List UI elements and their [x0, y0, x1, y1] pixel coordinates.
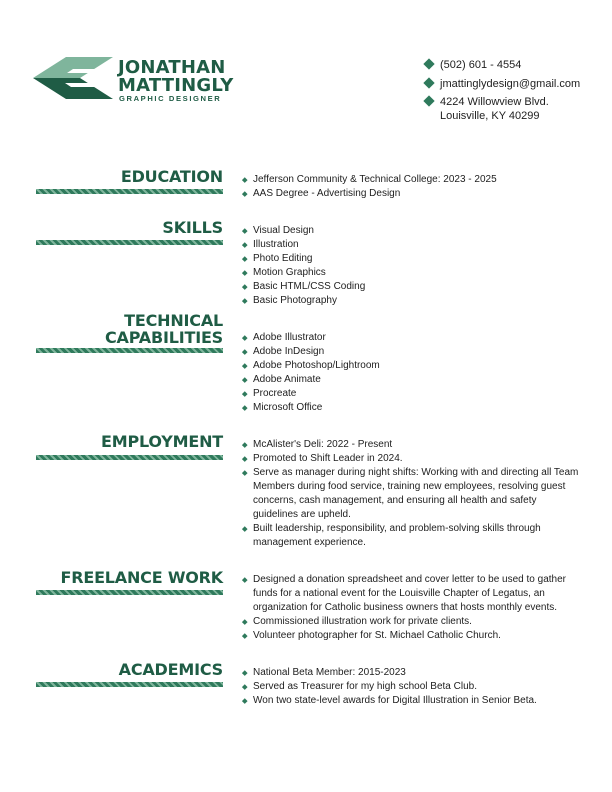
bullet-icon — [242, 633, 247, 638]
employment-list — [242, 438, 582, 550]
bullet-icon — [242, 619, 247, 624]
list-item-text: Volunteer photographer for St. Michael Catholic Church. — [253, 630, 501, 641]
list-item-text: Built leadership, responsibility, and problem-solving skills through management experience. — [253, 523, 541, 548]
list-item-text: AAS Degree - Advertising Design — [253, 188, 401, 199]
list-item — [242, 694, 582, 708]
bullet-icon — [242, 242, 247, 247]
bullet-icon — [242, 270, 247, 275]
list-item — [242, 187, 582, 201]
address-text: 4224 Willowview Blvd. Louisville, KY 40299 — [440, 96, 549, 122]
list-item — [242, 387, 582, 401]
first-name: JONATHAN — [118, 57, 226, 78]
list-item — [242, 373, 582, 387]
list-item — [242, 266, 582, 280]
list-item-text: Served as Treasurer for my high school Beta Club. — [253, 681, 477, 692]
bullet-icon — [242, 349, 247, 354]
list-item — [242, 224, 582, 238]
diamond-stripe-logo-icon — [33, 57, 113, 99]
list-item-text: Won two state-level awards for Digital Illustration in Senior Beta. — [253, 695, 537, 706]
list-item-text: McAlister's Deli: 2022 - Present — [253, 439, 393, 450]
list-item-text: Promoted to Shift Leader in 2024. — [253, 453, 403, 464]
diamond-bullet-icon — [423, 95, 434, 106]
list-item — [242, 666, 582, 680]
list-item — [242, 680, 582, 694]
list-item — [242, 173, 582, 187]
list-item-text: Adobe InDesign — [253, 346, 325, 357]
technical-capabilities-heading: TECHNICAL CAPABILITIES — [105, 311, 223, 347]
list-item-text: Adobe Illustrator — [253, 332, 326, 343]
freelance-heading: FREELANCE WORK — [60, 568, 223, 587]
list-item — [242, 615, 582, 629]
bullet-icon — [242, 526, 247, 531]
bullet-icon — [242, 298, 247, 303]
list-item-text: Microsoft Office — [253, 402, 323, 413]
bullet-icon — [242, 405, 247, 410]
education-heading: EDUCATION — [120, 167, 223, 186]
bullet-icon — [242, 191, 247, 196]
job-title: GRAPHIC DESIGNER — [119, 94, 222, 103]
bullet-icon — [242, 470, 247, 475]
bullet-icon — [242, 670, 247, 675]
academics-heading: ACADEMICS — [118, 660, 223, 679]
list-item — [242, 629, 582, 643]
bullet-icon — [242, 335, 247, 340]
list-item-text: Visual Design — [253, 225, 314, 236]
bullet-icon — [242, 456, 247, 461]
list-item-text: Designed a donation spreadsheet and cover letter to be used to gather funds for a national event for the Louisville Chapter of Legatus, an organization for Catholic business owners that hosts monthly events. — [253, 574, 566, 613]
list-item — [242, 238, 582, 252]
diamond-bullet-icon — [423, 58, 434, 69]
list-item — [242, 345, 582, 359]
employment-heading: EMPLOYMENT — [101, 432, 223, 451]
list-item-text: National Beta Member: 2015-2023 — [253, 667, 406, 678]
section-divider — [36, 455, 223, 460]
list-item — [242, 466, 582, 522]
list-item-text: Illustration — [253, 239, 299, 250]
list-item-text: Basic Photography — [253, 295, 337, 306]
list-item — [242, 280, 582, 294]
freelance-list — [242, 573, 582, 643]
section-divider — [36, 682, 223, 687]
bullet-icon — [242, 177, 247, 182]
email-text: jmattinglydesign@gmail.com — [440, 78, 581, 90]
list-item — [242, 401, 582, 415]
last-name: MATTINGLY — [118, 75, 234, 96]
section-divider — [36, 348, 223, 353]
section-divider — [36, 240, 223, 245]
bullet-icon — [242, 363, 247, 368]
bullet-icon — [242, 684, 247, 689]
bullet-icon — [242, 577, 247, 582]
list-item — [242, 331, 582, 345]
list-item — [242, 573, 582, 615]
list-item-text: Motion Graphics — [253, 267, 326, 278]
bullet-icon — [242, 228, 247, 233]
list-item-text: Adobe Animate — [253, 374, 321, 385]
list-item-text: Adobe Photoshop/Lightroom — [253, 360, 380, 371]
section-divider — [36, 189, 223, 194]
list-item — [242, 452, 582, 466]
diamond-bullet-icon — [423, 77, 434, 88]
list-item-text: Commissioned illustration work for private clients. — [253, 616, 472, 627]
list-item-text: Jefferson Community & Technical College: 2023 - 2025 — [253, 174, 497, 185]
list-item-text: Photo Editing — [253, 253, 313, 264]
bullet-icon — [242, 442, 247, 447]
list-item — [242, 438, 582, 452]
bullet-icon — [242, 284, 247, 289]
list-item-text: Procreate — [253, 388, 297, 399]
list-item-text: Basic HTML/CSS Coding — [253, 281, 366, 292]
academics-list — [242, 666, 582, 708]
bullet-icon — [242, 256, 247, 261]
list-item — [242, 359, 582, 373]
technical-list — [242, 331, 582, 415]
bullet-icon — [242, 377, 247, 382]
bullet-icon — [242, 391, 247, 396]
list-item — [242, 294, 582, 308]
skills-list — [242, 224, 582, 308]
bullet-icon — [242, 698, 247, 703]
list-item — [242, 522, 582, 550]
education-list — [242, 173, 582, 201]
list-item — [242, 252, 582, 266]
skills-heading: SKILLS — [162, 218, 223, 237]
list-item-text: Serve as manager during night shifts: Working with and directing all Team Members during food service, training new employees, resolving guest concerns, cash management, and ensuring all health and safety guidelines are upheld. — [253, 467, 579, 520]
phone-text: (502) 601 - 4554 — [440, 59, 522, 71]
section-divider — [36, 590, 223, 595]
